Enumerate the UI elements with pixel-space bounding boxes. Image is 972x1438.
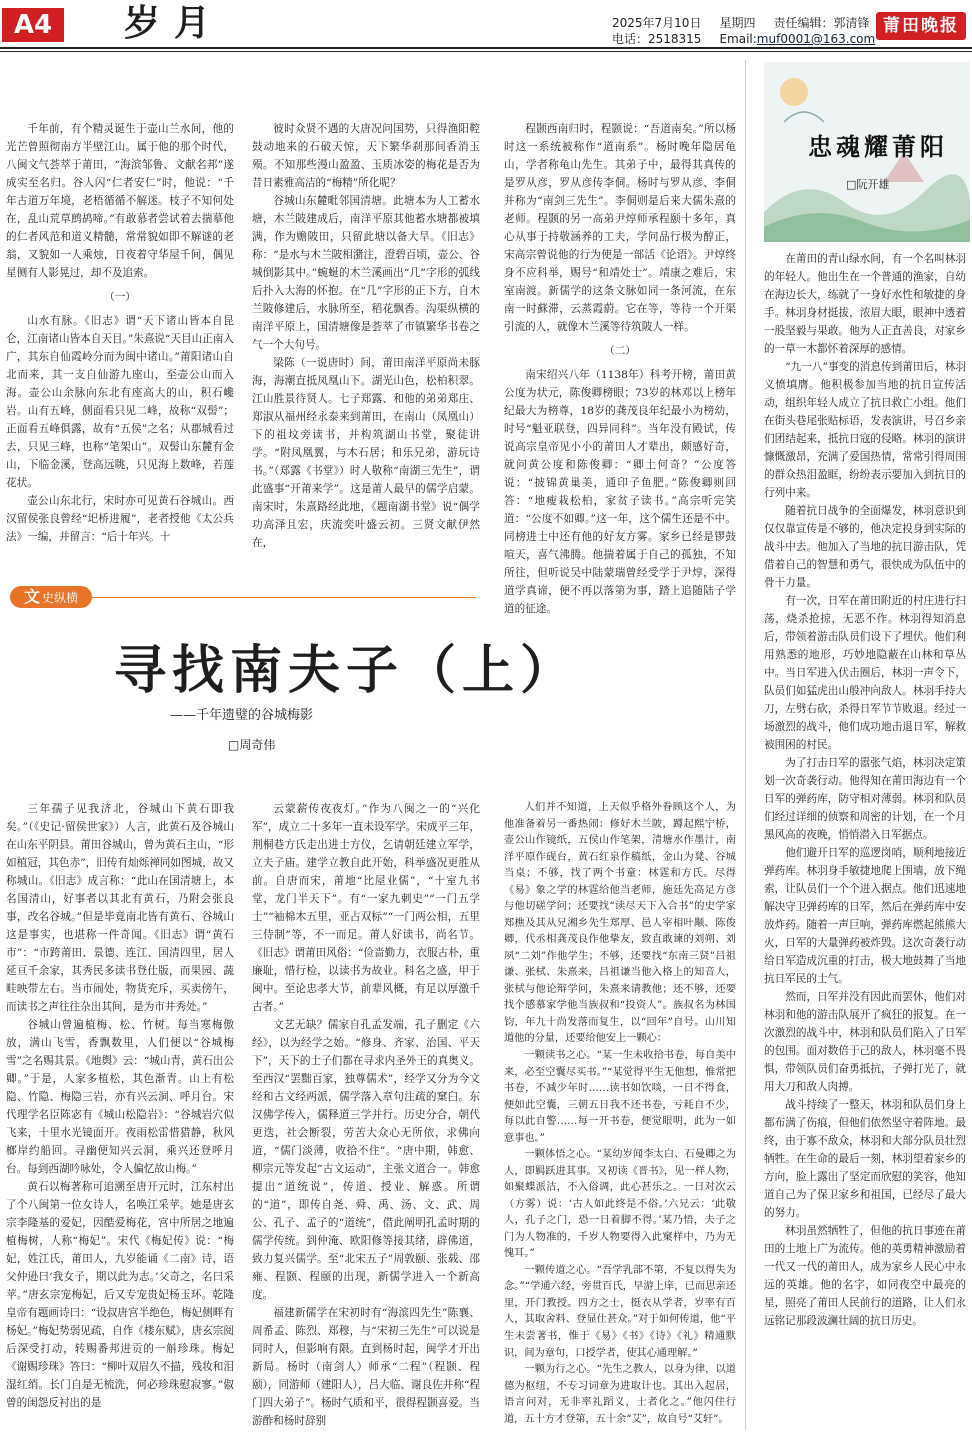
paragraph: 谷城山东麓毗邻国清塘。此塘本为人工蓄水塘，木兰陂建成后，南洋平原其他蓄水塘都被填满，作为赡陂田，只留此塘以备大旱。《旧志》称：“是水与木兰陂相潴注，澄碧百顷，壶公、谷城倒影其中。”蜿蜒的木兰溪画出“几”字形的弧线后扑入大海的怀抱。在“几”字形的正下方，自木兰陂修建后，水脉所至，稻花飘香。沟渠纵横的南洋平原上，国清塘像是荟萃了市镇繁华书卷之气一个大句号。 [252,195,480,351]
article-column-6 [504,800,736,1428]
paragraph: 黄石以梅著称可追溯至唐开元时，江东村出了个八闽第一位女诗人，名唤江采苹。她是唐玄宗李隆基的爱妃，因酷爱梅花，宫中所居之地遍植梅树，人称“梅妃”。宋代《梅妃传》说：“梅妃，姓江氏，莆田人，九岁能诵《二南》诗，语父仲逊曰‘我女子，期以此为志。’父奇之，名曰采苹。”唐玄宗宠梅妃，后又专宠贵妃杨玉环。乾隆皇帝有题画诗曰：“设叔唐宫半绝色，梅妃侧畔有杨妃。”梅妃势弱见疏，自作《楼东赋》，唐玄宗阅后深受打动，转赐番邦进贡的一斛珍珠。梅妃《谢赐珍珠》答曰：“柳叶双眉久不描，残妆和泪湿红绡。长门自是无梳洗，何必珍珠慰寂寥。”俶曾的闺怨反衬出的是 [6,1181,234,1409]
paragraph: 三年孺子见我济北，谷城山下黄石即我矣。”（《史记·留侯世家》）人言，此黄石及谷城山在山东平阴县。莆田谷城山，曾为黄石主山，“形如植冠，其色赤”，旧传有灿烁禅同如图城，故又称城山。《旧志》成言称：“此山在国清塘上，本名国清山，好事者以其北有黄石，乃附会张良事，改名谷城。”但是毕竟南北皆有黄石、谷城山这是事实，也堪称一件奇闻。《旧志》谓“黄石市”：“市跨莆田、景德、连江、国清四里，居人延亘千余家，其秀民多读书登仕版，而果园、蔬畦映带左右。当市闹处，物货充斥，买卖傍午，而读书之声往往杂出其间，是为市井秀处。” [6,803,234,1013]
paragraph: 梁陈（一说唐时）间，莆田南洋平原尚未豚海，海潮直抵凤凰山下。湖光山色，松柏积翠。江山胜景待贤人。七子郑露、和他的弟弟郑庄、郑淑从福州经永泰来到莆田，在南山（凤凰山）下的祖坟旁读书，并构筑湖山书堂，聚徒讲学。“附凤凰翼，与木石居；和乐兄弟，游玩诗书。”（郑露《书堂》）时人敬称“南湖三先生”，谓此盛事“开莆来学”。这是莆人最早的儒学启蒙。南宋时，朱熹路经此地，《题南湖书堂》说“偶学功高泽且宏，庆流奕叶盛云初。三贤文献伊然在， [252,357,480,549]
page-header [0,0,972,46]
newspaper-logo: 莆田晚报 [876,12,966,40]
article-column-5 [252,800,480,1430]
issue-date: 2025年7月10日 [612,16,702,30]
column-tag-label: 史纵横 [42,591,79,605]
issue-weekday: 星期四 [719,16,756,30]
header-meta-line2 [612,32,893,46]
article-column-4 [6,800,234,1412]
paragraph: “九一八”事变的消息传到莆田后，林羽义愤填膺。他积极参加当地的抗日宣传活动，组织年轻人成立了抗日救亡小组。他们在街头巷尾张贴标语，发表演讲，号召乡亲们团结起来，抵抗日寇的侵略。林羽的演讲慷慨激昂，充满了爱国热情，常常引得周围的群众热泪盈眶，纷纷表示要加入到抗日的行列中来。 [764,361,966,499]
paragraph: 随着抗日战争的全面爆发，林羽意识到仅仅靠宣传是不够的，他决定投身到实际的战斗中去。他加入了当地的抗日游击队，凭借着自己的智慧和勇气，很快成为队伍中的骨干力量。 [764,505,966,589]
paragraph: 战斗持续了一整天，林羽和队员们身上都布满了伤痕，但他们依然坚守着阵地。最终，由于寡不敌众，林羽和大部分队员壮烈牺牲。在生命的最后一刻，林羽望着家乡的方向，脸上露出了坚定而欣慰的笑容，他知道自己为了保卫家乡和祖国，已经尽了最大的努力。 [764,1099,966,1219]
article-column-1 [6,120,234,546]
article-subtitle: ——千年遗璧的谷城梅影 [170,708,314,723]
email-link[interactable]: muf0001@163.com [756,32,876,46]
paragraph: 云蒙薪传夜夜灯。”作为八闽之一的“兴化军”，成立二十多年一直未设军学。宋成平三年，荆桐巷方氏走出进士方仪，乞请朝廷建立军学，立夫子庙。建学立教自此开始，科举盛况更胜从前。自唐而宋，莆地“比屋业儒”，“十室九书堂，龙门半天下”。有“一家九刺史”“一门五学士”“袖棉木五里，亚占双标”“一门两公相，五里三侍制”等，不一而足。莆人好读书，尚名节。《旧志》谓莆田风俗：“俭啬勤力，衣服古朴，重廉耻，惜行检，以读书为故业。科名之盛，甲于闽中。至论忠孝大节，前辈风概，有足以厚激千古者。” [252,803,480,1013]
paragraph: 谷城山曾遍植梅、松、竹树。每当寒梅傲放，满山飞雪，香飘数里，人们便以“谷城梅雪”之名赐其景。《地舆》云：“城山青，黄石出公卿。”于是，人家多植松，其色渐青。山上有松隐、竹隐、梅隐三岩，亦有兴云洞、呼月台。宋代理学名臣陈宓有《城山松隐岩》：“谷城岩穴似飞来，十里水光镜面开。夜雨松雷惜猎静，秋风榔岸约船回。寻幽便知兴云洞，乘兴还登呼月台。每到西湖吟咏处，令人偏忆故山梅。” [6,1019,234,1175]
paragraph: 然而，日军并没有因此而罢休，他们对林羽和他的游击队展开了疯狂的报复。在一次激烈的战斗中，林羽和队员们陷入了日军的包围。面对数倍于己的敌人，林羽毫不畏惧，带领队员们奋勇抵抗，子弹打光了，就用大刀和敌人肉搏。 [764,991,966,1093]
paragraph: 在莆田的青山绿水间，有一个名叫林羽的年轻人。他出生在一个普通的渔家，自幼在海边长大，练就了一身好水性和敏捷的身手。林羽身材挺拔，浓眉大眼，眼神中透着一股坚毅与果敢。他为人正直善良，对家乡的一草一木都怀着深厚的感情。 [764,253,966,355]
paragraph: 一颗读书之心。“某一生未收拾书卷，每自美中来，必至空囊尽买书。”“某觉得平生无他想，惟常把书卷，不减少年时……读书如饮啖，一日不得食，便如此空囊，三朝五日我不还书卷，亏耗自不少，每以此自警……每一开书卷，便觉眼明，此为一如意事也。” [504,1049,736,1144]
header-rule [0,47,972,49]
article-column-3 [504,120,736,618]
email-label: Email: [719,32,757,46]
side-article-title: 忠魂耀莆阳 [808,133,948,161]
column-divider [745,60,746,1430]
paragraph: 福建新儒学在宋初时有“海滨四先生”陈襄、周希孟、陈烈、郑穆，与“宋初三先生”可以说是同时人，但影响有限。直到杨时起，闽学才开出新局。杨时（南剑人）师承“二程”（程颢、程颐），同游师（建阳人），吕大临、谢良佐并称“程门四大弟子”。杨时气质和平，很得程颢喜爱。当游酢和杨时辞别 [252,1307,480,1427]
article-title: 寻找南夫子（上） [114,641,579,701]
paragraph: 他们避开日军的巡逻岗哨，顺利地接近弹药库。林羽身手敏捷地爬上围墙，放下绳索，让队员们一个个进入据点。他们迅速地解决守卫弹药库的日军，然后在弹药库中安放炸药。随着一声巨响，弹药库燃起熊熊大火，日军的大量弹药被炸毁。这次奇袭行动给日军造成沉重的打击，极大地鼓舞了当地抗日军民的士气。 [764,847,966,985]
paragraph: 千年前，有个精灵诞生于壶山兰水间，他的光芒曾照彻南方半壁江山。属于他的那个时代，八闽文气荟萃于莆田，“海滨邹鲁、文献名邦”遂成实至名归。谷人闪“仁者安仁”时，他说：“千年古道万年境，老梧循循不解迷。枝子不知何处在，乱山荒草鹧鸪啼。”有敢慕者尝试着去揣摹他的仁者风范和道义精髓，常常貌如即不解谜的老翁，又貌如一人乘烛，日夜着守华屋千间，偶见星侧有人影晃过，却不及追索。 [6,123,234,279]
header-meta-line1 [612,16,887,30]
section-marker: （一） [104,291,136,303]
paragraph: 山水有脉。《旧志》谓“天下诸山皆本自昆仑，江南诸山皆本自天目。”朱熹说“天目山正南入广，其东自仙霞岭分而为闽中诸山。”莆阳诸山自北而来，其一支自仙游九座山，至壶公山而入海。壶公山余脉向东北有座高大的山，积石巉岩。山有五峰，侧面看只见二峰，故称“双髻”；正面看五峰俱露，故有“五侯”之名；从郡城看过去，只见三峰，也称“笔架山”。双髻山东麓有金山，下临金溪，登高远眺，只见海上数峰，若莲花状。 [6,315,234,489]
paragraph: 有一次，日军在莆田附近的村庄进行扫荡，烧杀抢掠，无恶不作。林羽得知消息后，带领着游击队员们设下了埋伏。他们利用熟悉的地形，巧妙地隐蔽在山林和草丛中。当日军进入伏击圈后，林羽一声令下，队员们如猛虎出山般冲向敌人。林羽手持大刀，左劈右砍，杀得日军节节败退。经过一场激烈的战斗，他们成功地击退日军，解救被围困的村民。 [764,595,966,751]
paragraph: 林羽虽然牺牲了，但他的抗日事迹在莆田的土地上广为流传。他的英勇精神激励着一代又一代的莆田人，成为家乡人民心中永远的英雄。他的名字，如同夜空中最亮的星，照亮了莆田人民前行的道路，让人们永远铭记那段波澜壮阔的抗日历史。 [764,1225,966,1327]
side-article-body [764,250,966,1330]
paragraph: 壶公山东北行，宋时亦可见黄石谷城山。西汉留侯张良曾经“圯桥进履”，老者授他《太公兵法》一编，并留言：“后十年兴。十 [6,495,234,543]
section-title: 岁月 [124,2,225,44]
paragraph: 一颗体悟之心。“某幼岁闻李太白、石曼卿之为人，即羁跃进其事。又初读《晋书》，见一样人物，如聚蝶派洁，不入俗调，此心甚乐之。一日对次云（方雾）说：‘古人如此终是不俗。’六兄云：‘此敬人，孔子之门，恐一日着脚不得。’某乃悟，夫子之门为人物准的，千岁人物要得入此窠样中，乃为无愧耳。” [504,1149,736,1260]
side-article-byline: □阮开雄 [846,178,890,191]
page-number: A4 [2,8,64,42]
paragraph: 人们并不知道，上天似乎格外眷顾这个人，为他准备着另一番热闹：修好木兰陂，蹲起熙宁桥，壶公山作镜纸，五侯山作笔架，清塘水作墨汁，南洋平原作砚台，黄石红泉作稿纸，金山为凳、谷城当桌；不够，找了两个书童：林霆和方氏。尽得《易》象之学的林霆给他当老师，施廷先高足方彦与他切磋学问；还要找“读尽天下入合书”的史学家郑樵及其从兄湘乡先生郑厚、邑人宰相叶颙、陈俊卿，代丞相龚茂良作他挚友，致直敢谏的刘朔、刘夙“二刘”作他学生；不够，还要找“东南三贤”吕祖谦、张栻、朱熹来，吕祖谦当他入格上的知音人，张栻与他论辩学问，朱熹来请教他；还不够，还要找个感慕家学他当族叔和“投资人”。族叔名为林国钧，年九十尚发落而复生，以“回年”自号。山川知道他的分量，还要给他安上一颗心： [504,802,736,1045]
paragraph: 彼时众贤不遇的大唐况问国势，只得渔阳鞚鼓动地来的石破天惊，天下繁华刹那间香消玉殒。不知那些漫山盈盈、玉质冰姿的梅花是否为昔日素雅高洁的“梅精”所化呢？ [252,123,480,189]
section-marker: （二） [604,345,636,357]
header-rule-thin [0,51,972,52]
paragraph: 文艺无缺？儒家自孔孟发端，孔子删定《六经》，以为经学之始。“修身、齐家、治国、平天下”，天下的士子们都在寻求内圣外王的真奥义。至西汉“罢黜百家，独尊儒术”，经学又分为今文经和古文经两派，儒学落入章句注疏的窠臼。东汉佛学传入，儒释道三学并行。历史分合，朝代更迭，社会断裂，劳苦大众心无所依，求佛向道，“儒门淡薄，收拾不住”。“唐中期，韩愈、柳宗元等发起“古文运动”，主张文道合一。韩愈提出“道统说”，传道、授业、解惑。所谓的“道”，即传自尧、舜、禹、汤、文、武、周公、孔子、孟子的“道统”，借此阐明孔孟时期的儒学传统。到仲淹、欧阳修等接其绪，辟佛道，致力复兴儒学。至“北宋五子”周敦颐、张载、邵雍、程颢、程颐的出现，新儒学进入一个新高度。 [252,1019,480,1301]
column-tag [10,586,92,608]
paragraph: 一颗为行之心。“先生之教人，以身为律，以道德为枢纽，不专习词章为进取计也。其出入起居，语言问对，无非率礼蹈义，士者化之。”他闪住行道，五十方才登第，五十余“艾”，故自号“艾轩”。 [504,1364,736,1425]
paragraph: 为了打击日军的嚣张气焰，林羽决定策划一次奇袭行动。他得知在莆田海边有一个日军的弹药库，防守相对薄弱。林羽和队员们经过详细的侦察和周密的计划，在一个月黑风高的夜晚，悄悄潜入日军据点。 [764,757,966,841]
column-tag-prefix: 文 [23,587,40,606]
paragraph: 南宋绍兴八年（1138年）科考开榜，莆田黄公度为状元，陈俊卿榜眼；73岁的林邓以上榜年纪最大为榜尊，18岁的龚茂良年纪最小为榜幼，时号“魁亚联登，四异同科”。当年没有殿试，传说高宗皇帝见小小的莆田人才辈出，颇感好奇，就问黄公度和陈俊卿：“卿土何奇？”公度答说：“披锦黄巢美，通印子鱼肥。”陈俊卿则回答：“地瘦栽松柏，家贫子读书。”高宗听完笑道：“公度不如卿。”这一年，这个儒生还是不中。同榜进士中还有他的好友方雾。家乡已经是锣鼓喧天，喜气沸腾。他揣着属于自己的孤独，不知所往，但听说吴中陆蒙瑞曾经受学于尹焞，深得道学真谛，便不再以落第为事，踏上追随陆子学道的征途。 [504,369,736,615]
article-byline: □周奇伟 [228,738,276,752]
contact-phone: 电话：2518315 [612,32,702,46]
article-column-2 [252,120,480,552]
column-tag-rule [92,597,476,598]
paragraph: 一颗传道之心。“吾学乳部不第，不复以得失为念。”“学通六经，旁贯百氏，早游上庠，已而思亲还里，开门教授。四方之士，挺衣从学者，岁率有百人，其取舍料、登显仕甚众。”对于如何传道，他“平生未尝著书，惟于《易》《书》《诗》《礼》精通默识，间为章句，口授学者，使其心通理解。” [504,1264,736,1359]
paragraph: 程颢西南归时，程颢说：“吾道南矣。”所以杨时这一系统被称作“道南系”。杨时晚年隐居龟山，学者称龟山先生。其弟子中，最得其真传的是罗从彦，罗从彦传李侗。杨时与罗从彦、李侗并称为“南剑三先生”。李侗则是后来大儒朱熹的老师。程颢的另一高弟尹焞师承程颐十多年，真心从事于持敬涵养的工夫，学问品行极为醇正，宋高宗曾说他的行为使是一部活《论语》。尹焞终身不应科举，赐号“和靖处士”。靖康之难后，宋室南渡。新儒学的这条文脉如同一条河流，在东南一时蘇滞，云蒸霞蔚。它在等，等待一个开渠引流的人，就像木兰溪等待筑陂人一样。 [504,123,736,333]
editor-credit: 责任编辑：郭清锋 [773,16,870,30]
